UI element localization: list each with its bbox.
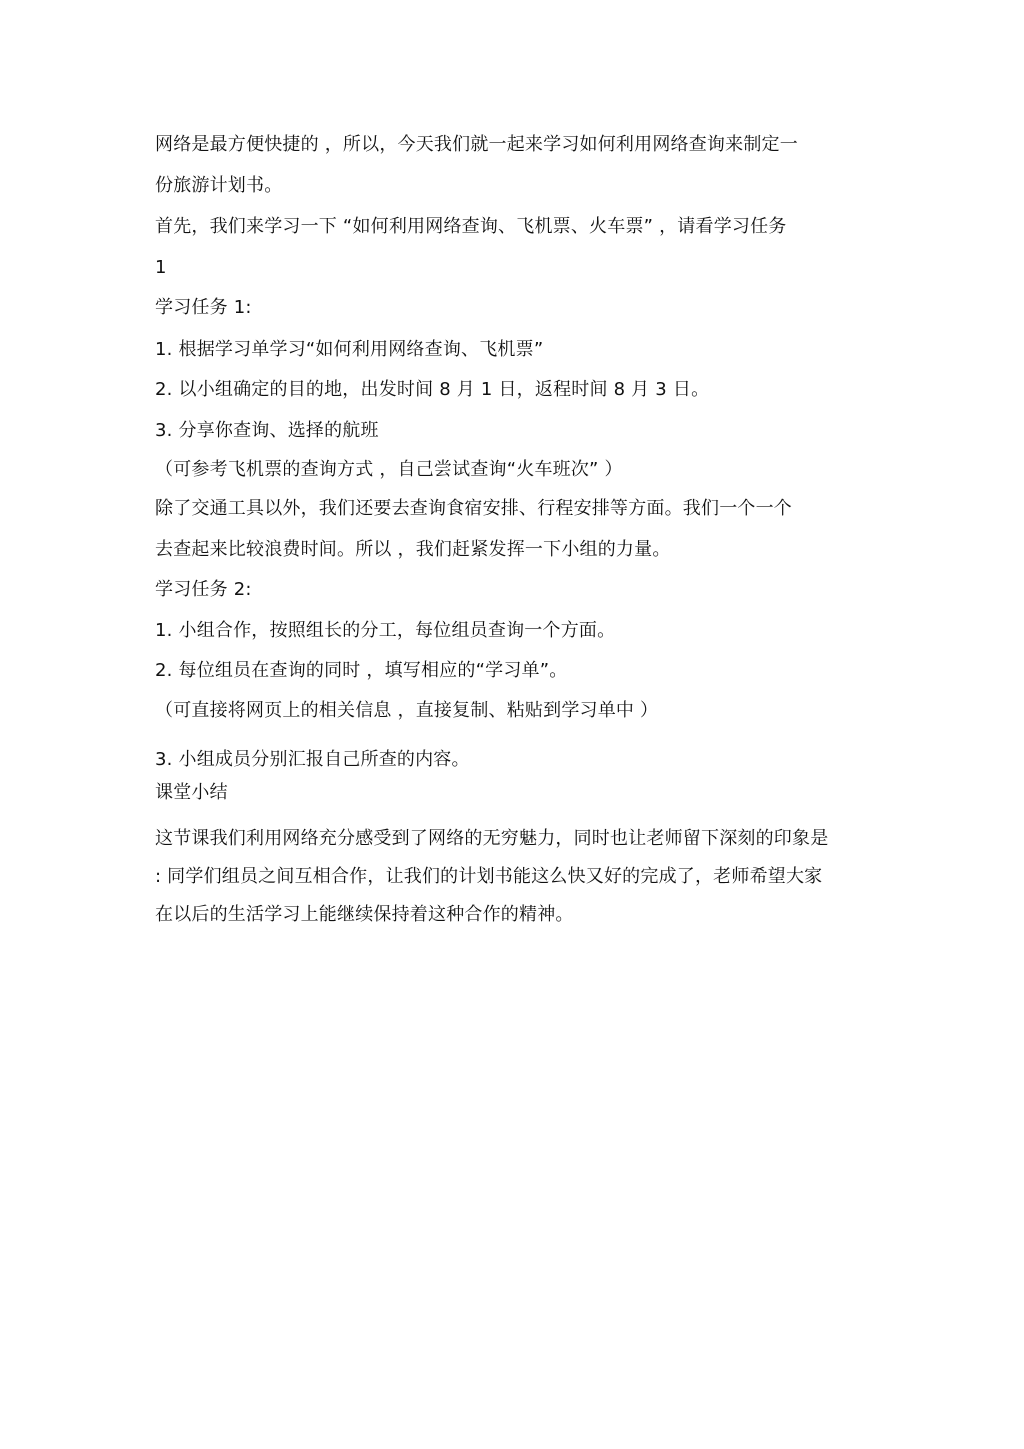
task-2-item-3: 3. 小组成员分别汇报自己所查的内容。 (155, 749, 470, 770)
task-2-item-2: 2. 每位组员在查询的同时 ，填写相应的“学习单”。 (155, 660, 568, 681)
summary-line-3: 在以后的生活学习上能继续保持着这种合作的精神。 (155, 904, 574, 925)
summary-heading: 课堂小结 (155, 782, 228, 803)
task-1-heading: 学习任务 1: (155, 297, 252, 318)
task-1-item-2: 2. 以小组确定的目的地，出发时间 8 月 1 日，返程时间 8 月 3 日。 (155, 379, 710, 400)
task-1-item-3: 3. 分享你查询、选择的航班 (155, 420, 379, 441)
summary-line-2: : 同学们组员之间互相合作，让我们的计划书能这么快又好的完成了，老师希望大家 (155, 866, 823, 887)
task-2-item-1: 1. 小组合作，按照组长的分工，每位组员查询一个方面。 (155, 620, 616, 641)
first-instruction-line-2: 1 (155, 257, 167, 278)
task-1-item-1: 1. 根据学习单学习“如何利用网络查询、飞机票” (155, 339, 544, 360)
transition-line-1: 除了交通工具以外，我们还要去查询食宿安排、行程安排等方面。我们一个一个 (155, 498, 792, 519)
transition-line-2: 去查起来比较浪费时间。所以 ，我们赶紧发挥一下小组的力量。 (155, 539, 671, 560)
intro-line-1: 网络是最方便快捷的 ，所以，今天我们就一起来学习如何利用网络查询来制定一 (155, 134, 798, 155)
task-2-note: （可直接将网页上的相关信息 ，直接复制、粘贴到学习单中 ） (155, 700, 659, 721)
task-1-note: （可参考飞机票的查询方式 ，自己尝试查询“火车班次” ） (155, 459, 623, 480)
intro-line-2: 份旅游计划书。 (155, 175, 283, 196)
first-instruction-line-1: 首先，我们来学习一下 “如何利用网络查询、飞机票、火车票” ，请看学习任务 (155, 216, 787, 237)
summary-line-1: 这节课我们利用网络充分感受到了网络的无穷魅力，同时也让老师留下深刻的印象是 (155, 828, 829, 849)
task-2-heading: 学习任务 2: (155, 579, 252, 600)
